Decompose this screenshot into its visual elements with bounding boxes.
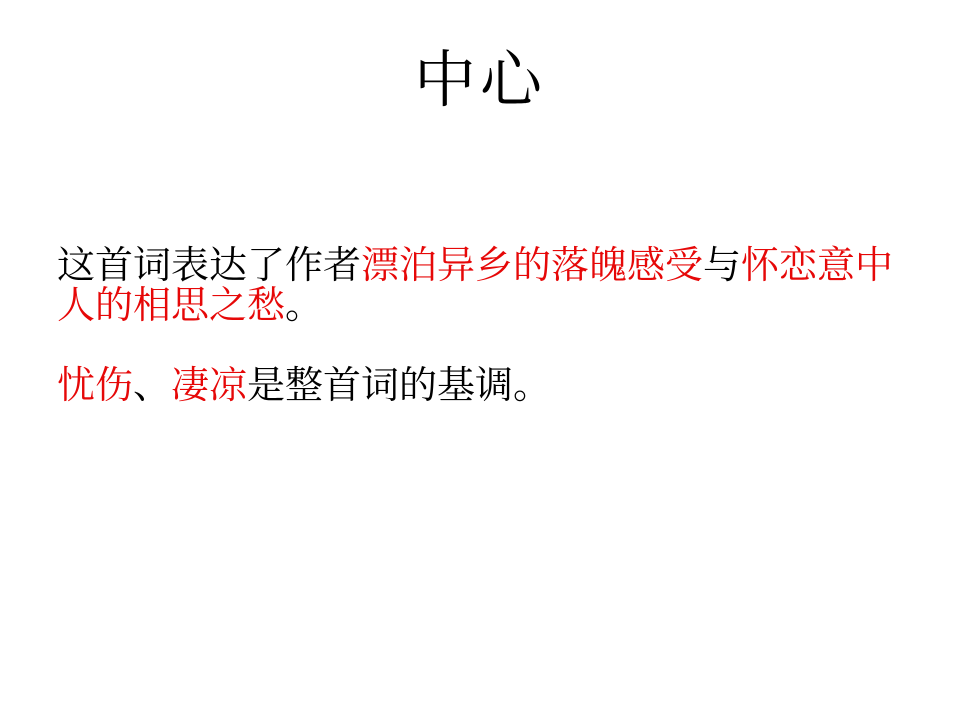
p1-run-highlight-wandering: 漂泊异乡的落魄感受 [361,245,704,287]
p1-run-highlight-longing-part1: 怀恋意中 [741,245,894,287]
p2-run-highlight-sorrow: 忧伤 [57,365,134,407]
p2-run-conclusion: 是整首词的基调。 [247,365,552,407]
p1-run-intro: 这首词表达了作者 [57,245,362,287]
p1-run-conjunction: 与 [703,245,742,287]
p1-run-highlight-longing-part2: 人的相思之愁 [57,285,286,327]
paragraph-theme [57,246,917,326]
p2-run-highlight-desolate: 凄凉 [171,365,248,407]
paragraph-tone [57,366,917,406]
p2-run-comma: 、 [133,365,172,407]
p1-run-period: 。 [285,285,324,327]
slide-title: 中心 [413,47,546,115]
slide-body-text [57,246,917,406]
